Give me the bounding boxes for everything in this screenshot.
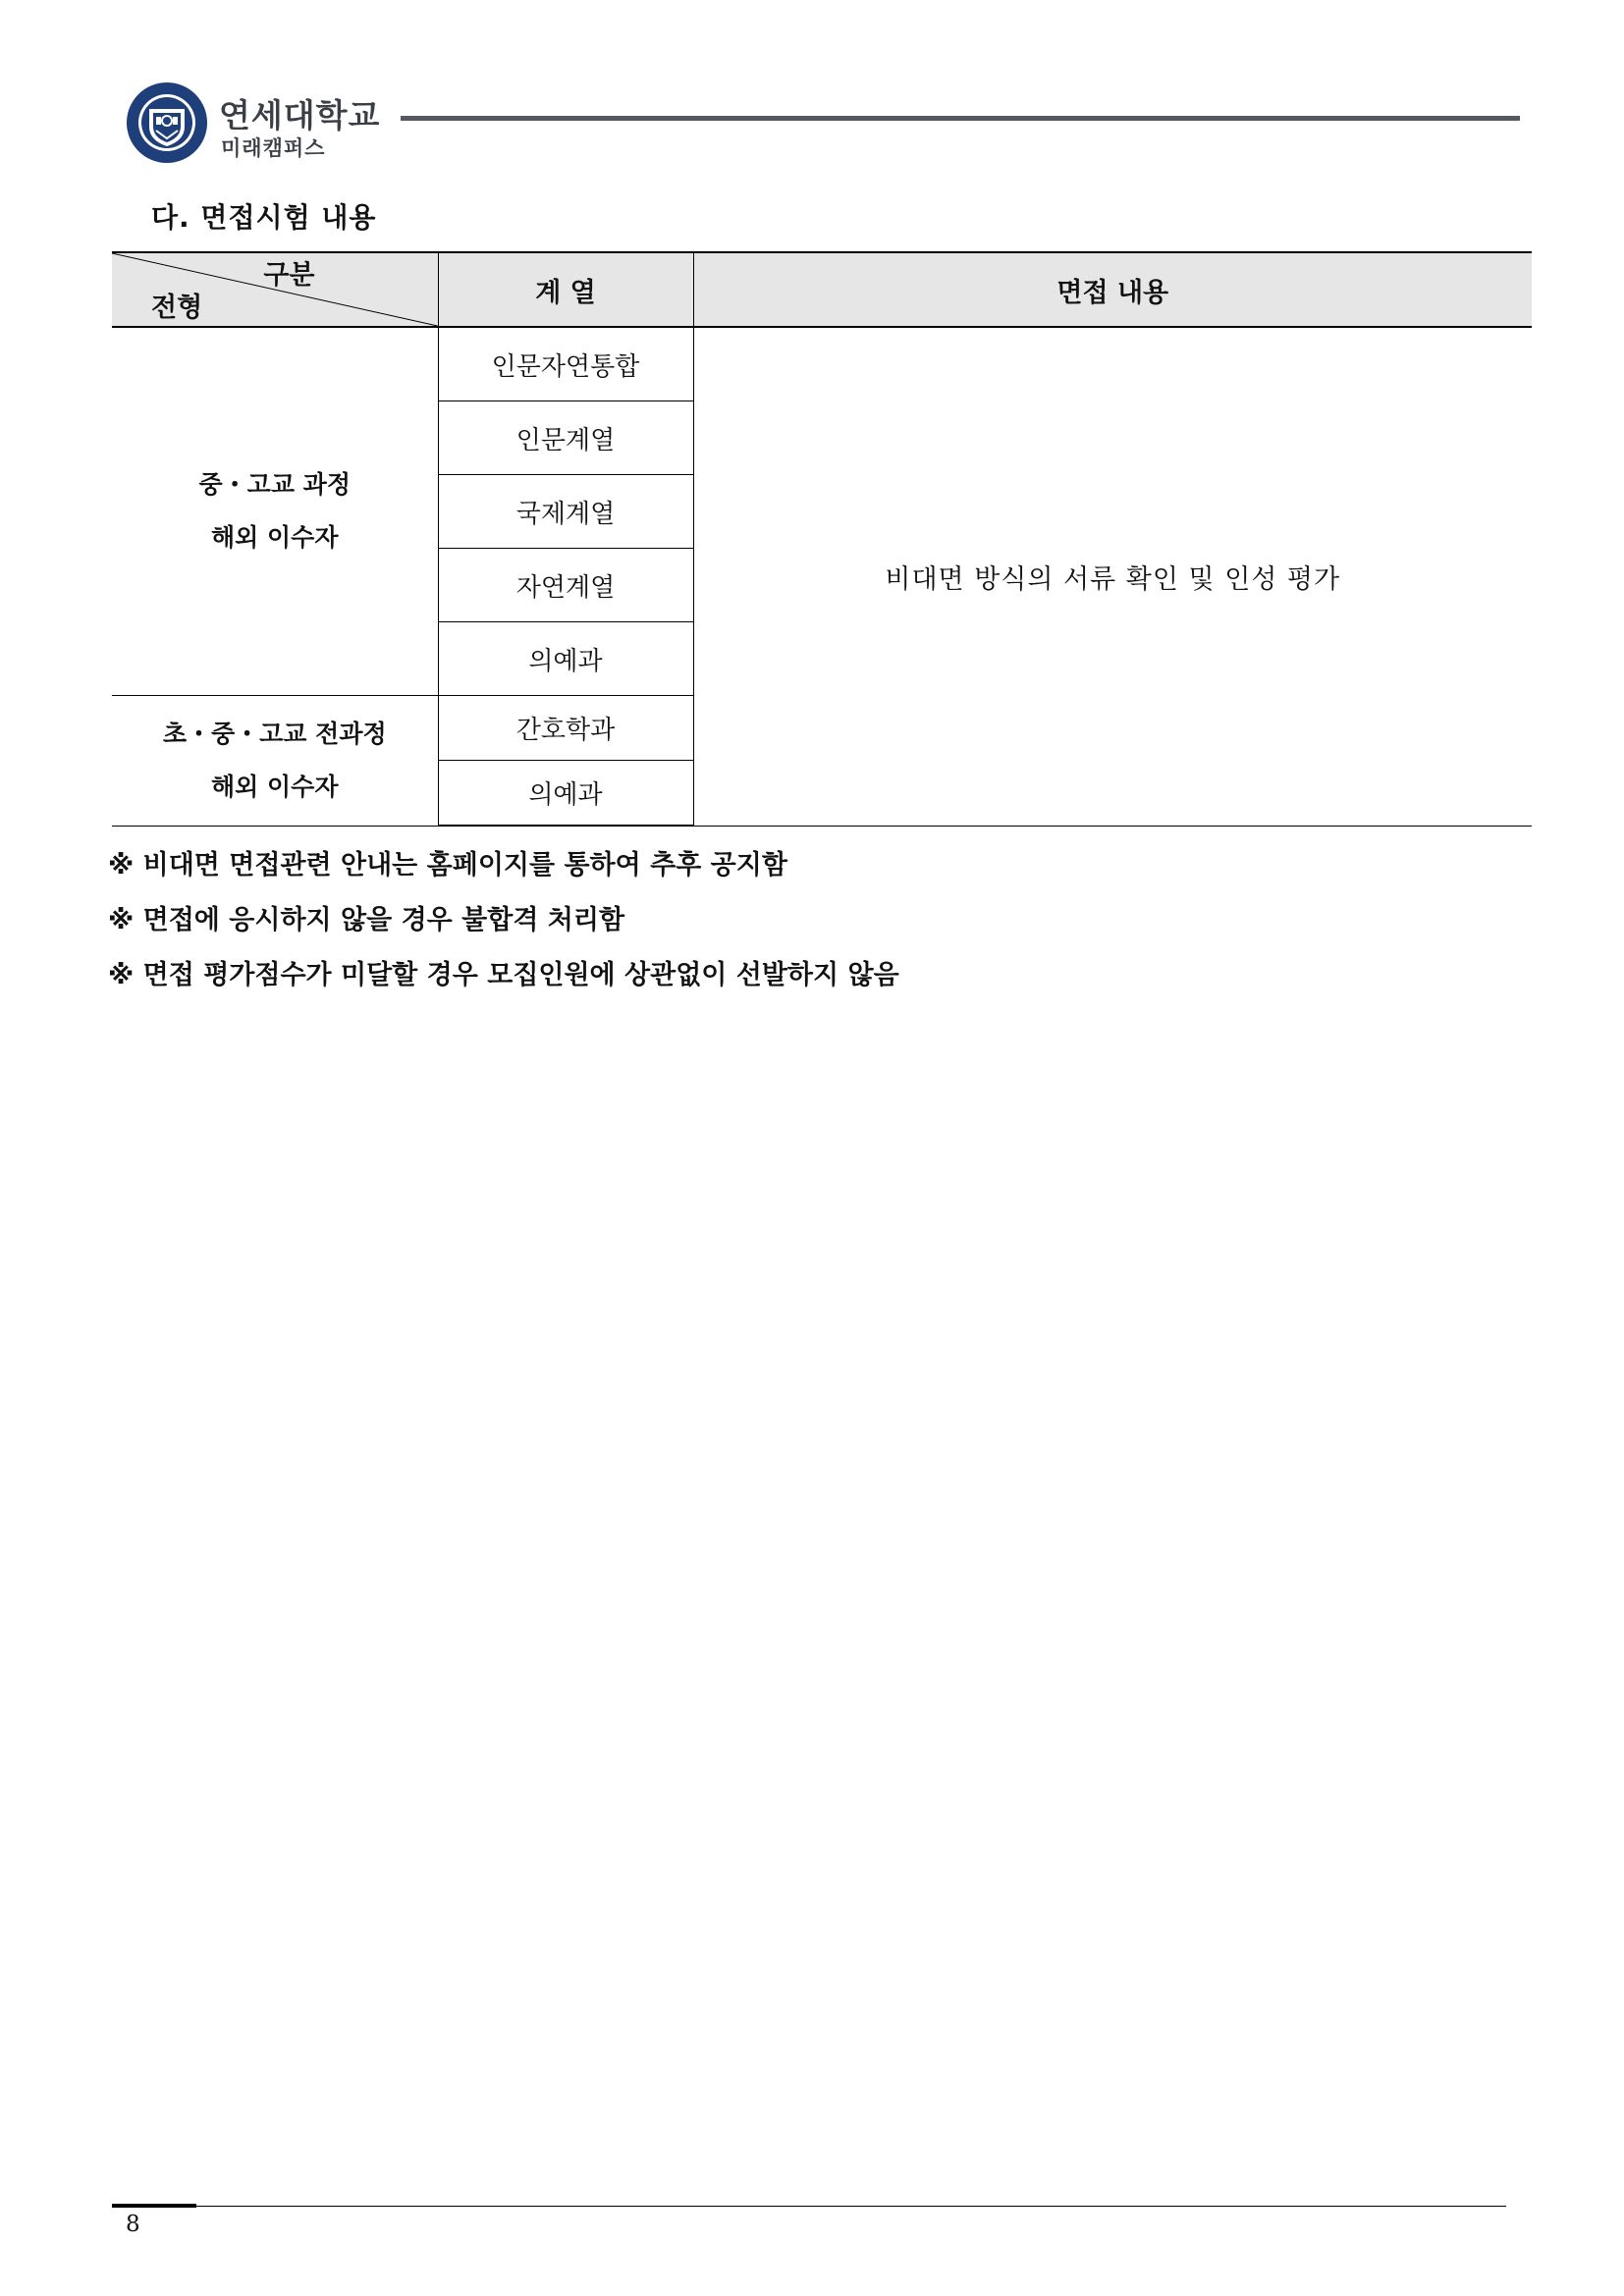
department-cell: 국제계열 bbox=[438, 475, 693, 549]
note-item: ※ 면접 평가점수가 미달할 경우 모집인원에 상관없이 선발하지 않음 bbox=[108, 960, 899, 990]
header-rule bbox=[401, 116, 1520, 121]
campus-name: 미래캠퍼스 bbox=[221, 136, 326, 160]
table-header-row bbox=[112, 252, 1532, 327]
header-department: 계 열 bbox=[438, 252, 693, 327]
section-title: 다. 면접시험 내용 bbox=[151, 201, 377, 234]
department-cell: 의예과 bbox=[438, 622, 693, 696]
header-admission-type-label: 전형 bbox=[151, 293, 203, 323]
document-header bbox=[126, 77, 1520, 175]
group-name-line2: 해외 이수자 bbox=[211, 523, 339, 552]
interview-content-cell: 비대면 방식의 서류 확인 및 인성 평가 bbox=[693, 327, 1532, 826]
table-row bbox=[112, 327, 1532, 401]
page-number: 8 bbox=[126, 2212, 140, 2237]
department-cell: 인문계열 bbox=[438, 401, 693, 475]
department-cell: 의예과 bbox=[438, 761, 693, 827]
header-interview-content: 면접 내용 bbox=[693, 252, 1532, 327]
university-name: 연세대학교 bbox=[219, 96, 381, 134]
yonsei-seal-logo bbox=[126, 81, 208, 164]
interview-table bbox=[112, 251, 1532, 827]
note-item: ※ 면접에 응시하지 않을 경우 불합격 처리함 bbox=[108, 905, 625, 935]
group-name-line1: 중・고교 과정 bbox=[198, 470, 351, 499]
department-cell: 간호학과 bbox=[438, 696, 693, 761]
group-cell bbox=[112, 327, 438, 696]
note-item: ※ 비대면 면접관련 안내는 홈페이지를 통하여 추후 공지함 bbox=[108, 850, 787, 881]
group-name-line1: 초・중・고교 전과정 bbox=[162, 719, 387, 748]
diagonal-header-cell bbox=[112, 252, 438, 327]
department-cell: 인문자연통합 bbox=[438, 327, 693, 401]
group-cell bbox=[112, 696, 438, 827]
notes-list bbox=[108, 838, 899, 1003]
group-name-line2: 해외 이수자 bbox=[211, 772, 339, 801]
department-cell: 자연계열 bbox=[438, 549, 693, 622]
footer-rule bbox=[112, 2206, 1506, 2207]
header-category-label: 구분 bbox=[263, 260, 315, 291]
